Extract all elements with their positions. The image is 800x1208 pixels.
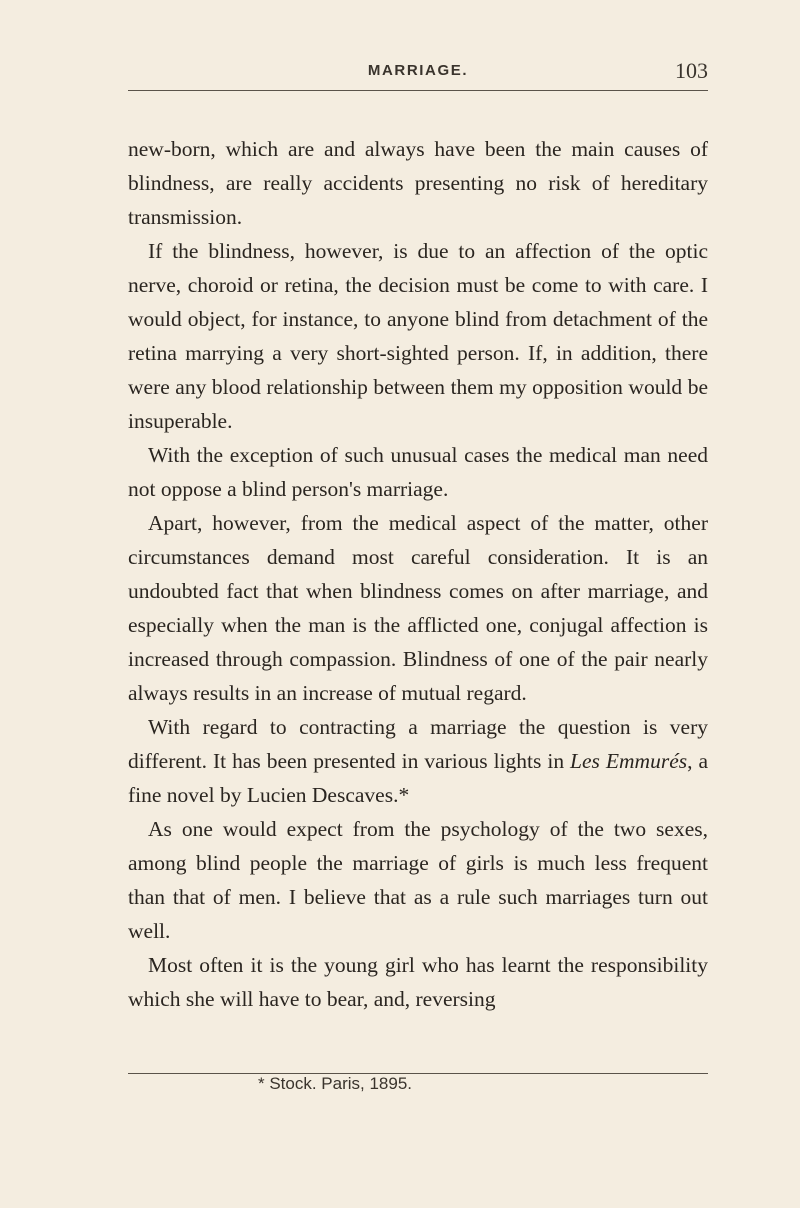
paragraph-5-text-after: , a fine novel by Lucien Descaves.* (128, 749, 709, 807)
novel-title: Les Emmurés (570, 749, 688, 773)
header-rule (128, 90, 708, 91)
paragraph-5 (128, 710, 708, 812)
running-title: MARRIAGE. (367, 62, 469, 79)
paragraph-5-text-before: With regard to contracting a marriage the question is very different. It has been presented in various lights in (128, 715, 708, 773)
footnote: * Stock. Paris, 1895. (258, 1074, 413, 1093)
body-text (128, 132, 708, 1016)
paragraph-3: With the exception of such unusual cases the medical man need not oppose a blind person's marriage. (128, 443, 708, 501)
paragraph-4: Apart, however, from the medical aspect of the matter, other circumstances demand most careful consideration. It is an undoubted fact that when blindness comes on after marriage, and especially when the man is the afflicted one, conjugal affection is increased through compassion. Blindness of one of the pair nearly always results in an increase of mutual regard. (128, 511, 708, 705)
running-head (128, 58, 708, 90)
page-number: 103 (675, 58, 708, 83)
paragraph-6: As one would expect from the psychology of the two sexes, among blind people the marriage of girls is much less frequent than that of men. I believe that as a rule such marriages turn out well. (128, 817, 708, 943)
paragraph-7: Most often it is the young girl who has learnt the responsibility which she will have to bear, and, reversing (128, 953, 708, 1011)
paragraph-1: new-born, which are and always have been the main causes of blindness, are really accidents presenting no risk of hereditary transmission. (128, 137, 708, 229)
footnote-rule (128, 1073, 708, 1074)
paragraph-2: If the blindness, however, is due to an affection of the optic nerve, choroid or retina, the decision must be come to with care. I would object, for instance, to anyone blind from detachment of the retina marrying a very short-sighted person. If, in addition, there were any blood relationship between them my opposition would be insuperable. (128, 239, 708, 433)
